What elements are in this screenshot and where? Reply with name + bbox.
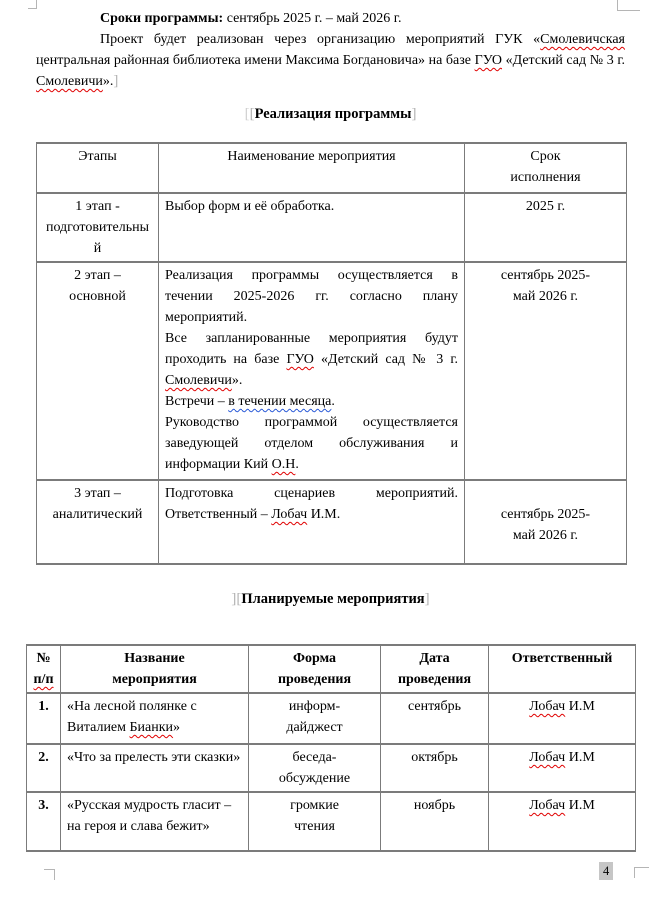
text-segment: Все запланированные мероприятия будут проходить на базе bbox=[165, 331, 458, 367]
stages-table-header-row bbox=[37, 143, 627, 193]
activity-cell bbox=[159, 480, 465, 564]
text-segment: Бианки bbox=[129, 720, 174, 735]
event-name-cell bbox=[61, 744, 249, 792]
header-cell-event-name bbox=[61, 645, 249, 693]
event-form-cell bbox=[249, 693, 381, 744]
activity-paragraph bbox=[165, 483, 458, 525]
section-heading-realization-text: Реализация программы bbox=[254, 106, 412, 122]
text-segment: Смолевичи bbox=[165, 373, 232, 388]
event-name-cell bbox=[61, 792, 249, 851]
events-table bbox=[26, 644, 636, 852]
text-segment: ГУО bbox=[474, 53, 503, 68]
event-responsible-cell bbox=[489, 792, 636, 851]
header-cell-event-form bbox=[249, 645, 381, 693]
text-segment: Реализация программы осуществляется в течении 2025-2026 гг. согласно плану мероприятий. bbox=[165, 268, 458, 325]
header-cell-event-date-text: Дата проведения bbox=[397, 651, 472, 687]
text-segment: п/п bbox=[33, 672, 54, 687]
text-segment: ». bbox=[231, 373, 243, 388]
header-cell-number-text bbox=[30, 648, 57, 690]
text-segment: центральная районная библиотека имени Максима Богдановича» на базе bbox=[36, 53, 475, 68]
event-date-cell: ноябрь bbox=[381, 792, 489, 851]
section-heading-realization bbox=[36, 104, 625, 125]
text-segment: «На лесной полянке с Виталием bbox=[67, 699, 197, 735]
table-row bbox=[37, 262, 627, 480]
event-name-cell bbox=[61, 693, 249, 744]
stage-cell bbox=[37, 262, 159, 480]
term-cell-text: 2025 г. bbox=[525, 199, 566, 214]
page-number: 4 bbox=[599, 862, 613, 880]
table-row bbox=[37, 480, 627, 564]
activity-paragraph bbox=[165, 196, 458, 217]
project-description-text bbox=[36, 32, 625, 89]
bookmark-open-mark: [ bbox=[236, 591, 242, 607]
event-form-text: беседа-обсуждение bbox=[278, 750, 351, 786]
number-cell: 1. bbox=[27, 693, 61, 744]
text-segment: ». bbox=[102, 74, 114, 89]
header-cell-term-text: Срок исполнения bbox=[510, 149, 581, 185]
text-segment: Выбор форм и её обработка. bbox=[165, 199, 335, 214]
text-segment: Встречи – bbox=[165, 394, 229, 409]
section-heading-planned-text: Планируемые мероприятия bbox=[241, 591, 425, 607]
activity-cell bbox=[159, 193, 465, 262]
header-cell-number bbox=[27, 645, 61, 693]
text-segment: О.Н bbox=[271, 457, 296, 472]
term-cell bbox=[465, 480, 627, 564]
program-dates-text bbox=[100, 11, 401, 26]
stage-cell-text: 1 этап - подготовительный bbox=[45, 199, 150, 256]
header-cell-event-date bbox=[381, 645, 489, 693]
project-description-paragraph bbox=[36, 29, 625, 92]
text-segment: Лобач bbox=[271, 507, 308, 522]
text-segment: Лобач bbox=[529, 798, 566, 813]
bookmark-close-mark: ] bbox=[113, 73, 119, 89]
text-segment: «Детский сад № 3 г. bbox=[502, 53, 625, 68]
text-segment: «Что за прелесть эти сказки» bbox=[67, 750, 241, 765]
text-segment: И.М bbox=[565, 750, 595, 765]
text-segment: Проект будет реализован через организацию мероприятий ГУК « bbox=[100, 32, 541, 47]
table-row bbox=[37, 193, 627, 262]
term-cell-text: сентябрь 2025- май 2026 г. bbox=[500, 507, 591, 543]
bookmark-close-mark: ] bbox=[231, 591, 237, 607]
header-cell-term bbox=[465, 143, 627, 193]
text-segment: И.М. bbox=[307, 507, 341, 522]
event-form-cell bbox=[249, 792, 381, 851]
table-row bbox=[27, 792, 636, 851]
program-dates-paragraph bbox=[100, 8, 625, 29]
header-cell-activity: Наименование мероприятия bbox=[159, 143, 465, 193]
event-responsible-cell bbox=[489, 744, 636, 792]
number-cell: 3. bbox=[27, 792, 61, 851]
bookmark-open-mark: [ bbox=[244, 106, 250, 122]
term-cell-text: сентябрь 2025- май 2026 г. bbox=[500, 268, 591, 304]
stages-table bbox=[36, 142, 627, 565]
text-segment: » bbox=[173, 720, 181, 735]
stage-cell-text: 3 этап – аналитический bbox=[52, 486, 143, 522]
text-segment: Подготовка сценариев мероприятий. Ответственный – bbox=[165, 486, 458, 522]
text-segment: Лобач bbox=[529, 750, 566, 765]
term-cell bbox=[465, 193, 627, 262]
table-row bbox=[27, 744, 636, 792]
text-segment: Смолевичская bbox=[540, 32, 625, 47]
activity-cell bbox=[159, 262, 465, 480]
page-margin-mark-bottom-left bbox=[44, 869, 55, 880]
header-cell-responsible bbox=[489, 645, 636, 693]
header-cell-stages: Этапы bbox=[37, 143, 159, 193]
text-segment: в течении месяца bbox=[228, 394, 332, 409]
text-segment: сентябрь 2025 г. – май 2026 г. bbox=[223, 11, 402, 26]
section-heading-planned bbox=[36, 589, 625, 610]
text-segment: ГУО bbox=[286, 352, 314, 367]
text-segment: Смолевичи bbox=[36, 74, 103, 89]
event-date-cell: октябрь bbox=[381, 744, 489, 792]
activity-paragraph bbox=[165, 391, 458, 412]
text-segment: «Русская мудрость гласит – на героя и слава бежит» bbox=[67, 798, 232, 834]
activity-paragraph bbox=[165, 328, 458, 391]
text-segment: Руководство программой осуществляется заведующей отделом обслуживания и информации Кий bbox=[165, 415, 458, 472]
header-cell-event-name-text: Название мероприятия bbox=[112, 651, 197, 687]
event-form-text: информ-дайджест bbox=[286, 699, 343, 735]
page-content bbox=[33, 8, 625, 852]
text-segment: И.М bbox=[565, 798, 595, 813]
text-segment: . bbox=[295, 457, 299, 472]
bookmark-open-mark: [ bbox=[249, 106, 255, 122]
text-segment: . bbox=[331, 394, 335, 409]
stage-cell bbox=[37, 193, 159, 262]
text-segment: Сроки программы: bbox=[100, 11, 224, 26]
text-segment: «Детский сад № 3 г. bbox=[313, 352, 458, 367]
activity-paragraph bbox=[165, 265, 458, 328]
text-segment: И.М bbox=[565, 699, 595, 714]
bookmark-close-mark: ] bbox=[411, 106, 417, 122]
events-table-header-row bbox=[27, 645, 636, 693]
term-cell bbox=[465, 262, 627, 480]
table-row bbox=[27, 693, 636, 744]
text-segment: Лобач bbox=[529, 699, 566, 714]
stage-cell bbox=[37, 480, 159, 564]
event-date-cell: сентябрь bbox=[381, 693, 489, 744]
activity-paragraph bbox=[165, 412, 458, 475]
page-margin-mark-bottom-right bbox=[634, 867, 649, 878]
header-cell-event-form-text: Форма проведения bbox=[277, 651, 352, 687]
bookmark-close-mark: ] bbox=[424, 591, 430, 607]
number-cell: 2. bbox=[27, 744, 61, 792]
text-segment: № bbox=[36, 651, 51, 666]
header-cell-responsible-text: Ответственный bbox=[511, 651, 613, 666]
stage-cell-text: 2 этап – основной bbox=[69, 268, 126, 304]
event-form-text: громкие чтения bbox=[290, 798, 339, 834]
event-form-cell bbox=[249, 744, 381, 792]
event-responsible-cell bbox=[489, 693, 636, 744]
